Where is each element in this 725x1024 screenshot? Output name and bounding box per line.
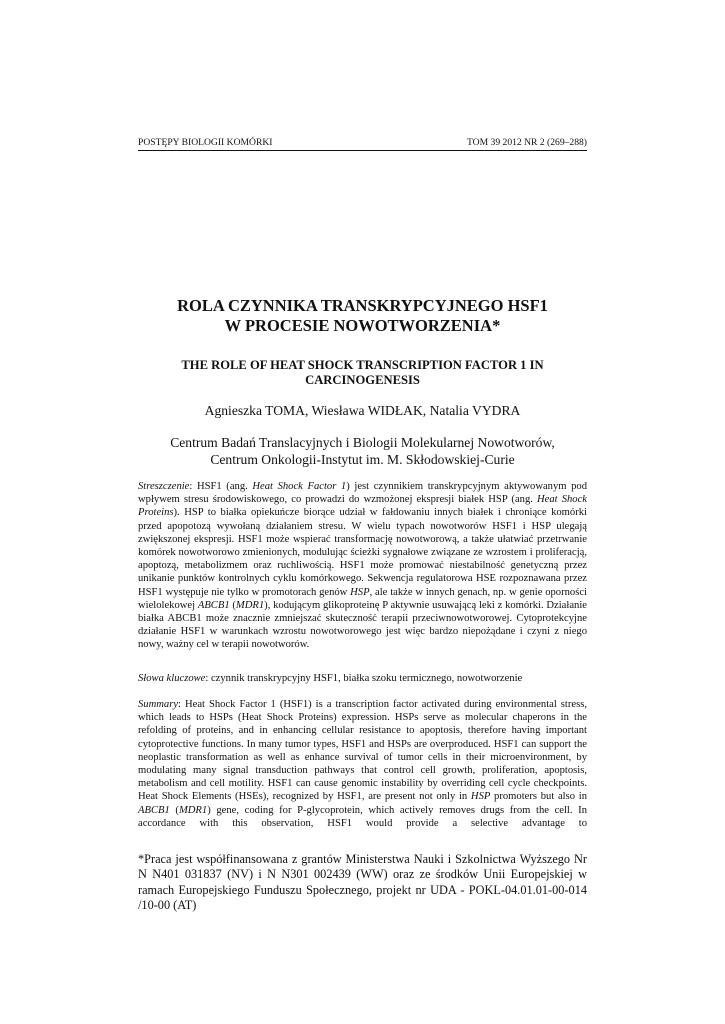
- abstract-text: (: [229, 599, 236, 611]
- abstract-italic: Heat Shock Proteins: [138, 494, 587, 519]
- abstract-text: ) jest czynnikiem transkrypcyjnym aktywowanym pod wpływem stresu środowiskowego, co prowadzi do wzmożonej ekspresji białek HSP (ang.: [138, 481, 588, 506]
- summary-italic: HSP: [470, 791, 491, 803]
- volume-info: TOM 39 2012 NR 2 (269–288): [466, 137, 587, 148]
- english-title: THE ROLE OF HEAT SHOCK TRANSCRIPTION FACTOR 1 IN CARCINOGENESIS: [181, 358, 544, 387]
- abstract-text: ). HSP to białka opiekuńcze biorące udział w fałdowaniu innych białek i chroniące komórki przed apopotozą wywołaną działaniem stresu. W wielu typach nowotworów HSF1 i HSP ulegają zwiększonej ekspresji. HSF1 może wspierać transformację nowotworową, a także ułatwiać przetrwanie komórek nowotworowo zmienionych, modulując ścieżki sygnałowe związane ze wzrostem i proliferacją, apoptozą, metabolizmem oraz ruchliwością. HSF1 może promować niestabilność genetyczną przez unikanie punktów kontrolnych cyklu komórkowego. Sekwencja regulatorowa HSE rozpoznawana przez HSF1 występuje nie tylko w promotorach genów: [138, 507, 587, 598]
- keywords-label: Słowa kluczowe: [138, 673, 206, 684]
- summary-english: [138, 698, 587, 830]
- summary-text: promoters but also in: [490, 791, 588, 803]
- abstract-polish: [138, 480, 587, 652]
- abstract-italic: MDR1: [235, 599, 265, 611]
- article-title: [130, 296, 595, 336]
- summary-label: Summary: [138, 699, 179, 710]
- affiliation: [130, 434, 595, 468]
- abstract-text: , ale także w innych genach, np. w genie oporności wielolekowej: [138, 586, 587, 611]
- title-line-1: ROLA CZYNNIKA TRANSKRYPCYJNEGO HSF1: [177, 296, 548, 315]
- funding-footnote: *Praca jest współfinansowana z grantów Ministerstwa Nauki i Szkolnictwa Wyższego Nr N N401 031837 (NV) i N N301 002439 (WW) oraz ze środków Unii Europejskiej w ramach Europejskiego Funduszu Społecznego, projekt nr UDA - POKL-04.01.01-00-014 /10-00 (AT): [138, 852, 587, 912]
- abstract-label: Streszczenie: [138, 481, 190, 492]
- abstract-text: : HSF1 (ang.: [189, 481, 253, 492]
- summary-body: [138, 698, 587, 830]
- summary-italic: ABCB1: [138, 804, 170, 816]
- title-line-2: W PROCESIE NOWOTWORZENIA*: [224, 316, 501, 335]
- summary-text: (: [169, 804, 179, 816]
- authors: Agnieszka TOMA, Wiesława WIDŁAK, Natalia VYDRA: [204, 403, 521, 418]
- journal-name: POSTĘPY BIOLOGII KOMÓRKI: [138, 137, 273, 148]
- affiliation-line-1: Centrum Badań Translacyjnych i Biologii Molekularnej Nowotworów,: [170, 435, 555, 450]
- abstract-italic: HSP: [350, 586, 370, 598]
- running-header: [138, 137, 587, 151]
- summary-italic: MDR1: [178, 804, 208, 816]
- keywords-text: : czynnik transkrypcyjny HSF1, białka szoku termicznego, nowotworzenie: [205, 673, 523, 684]
- keywords: [138, 672, 587, 685]
- summary-text: : Heat Shock Factor 1 (HSF1) is a transcription factor activated during environmental stress, which leads to HSPs (Heat Shock Proteins) expression. HSPs serve as molecular chaperons in the refolding of proteins, and in enhancing cellular resistance to apoptosis, therefore having important cytoprotective functions. In many tumor types, HSF1 and HSPs are overproduced. HSF1 can support the neoplastic transformation as well as enhance survival of tumor cells in their microenvironment, by modulating many signal transduction pathways that control cell growth, proliferation, apoptosis, metabolism and cell motility. HSF1 can cause genomic instability by overriding cell cycle checkpoints. Heat Shock Elements (HSEs), recognized by HSF1, are present not only in: [138, 699, 587, 803]
- abstract-italic: ABCB1: [197, 599, 230, 611]
- affiliation-line-2: Centrum Onkologii-Instytut im. M. Skłodowskiej-Curie: [210, 452, 515, 467]
- abstract-text: ), kodującym glikoproteinę P aktywnie usuwającą leki z komórki. Działanie białka ABCB1 może znacznie zmniejszać skuteczność terapii przeciwnowotworowej. Cytoprotekcyjne działanie HSF1 w warunkach wzrostu nowotworowego jest więc bardzo niepożądane i czyni z niego nowy, ważny cel w terapii nowotworów.: [138, 599, 587, 651]
- summary-text: ) gene, coding for P-glycoprotein, which actively removes drugs from the cell. In accordance with this observation, HSF1 would provide a selective advantage to: [138, 804, 587, 829]
- abstract-italic: Heat Shock Factor 1: [252, 481, 347, 492]
